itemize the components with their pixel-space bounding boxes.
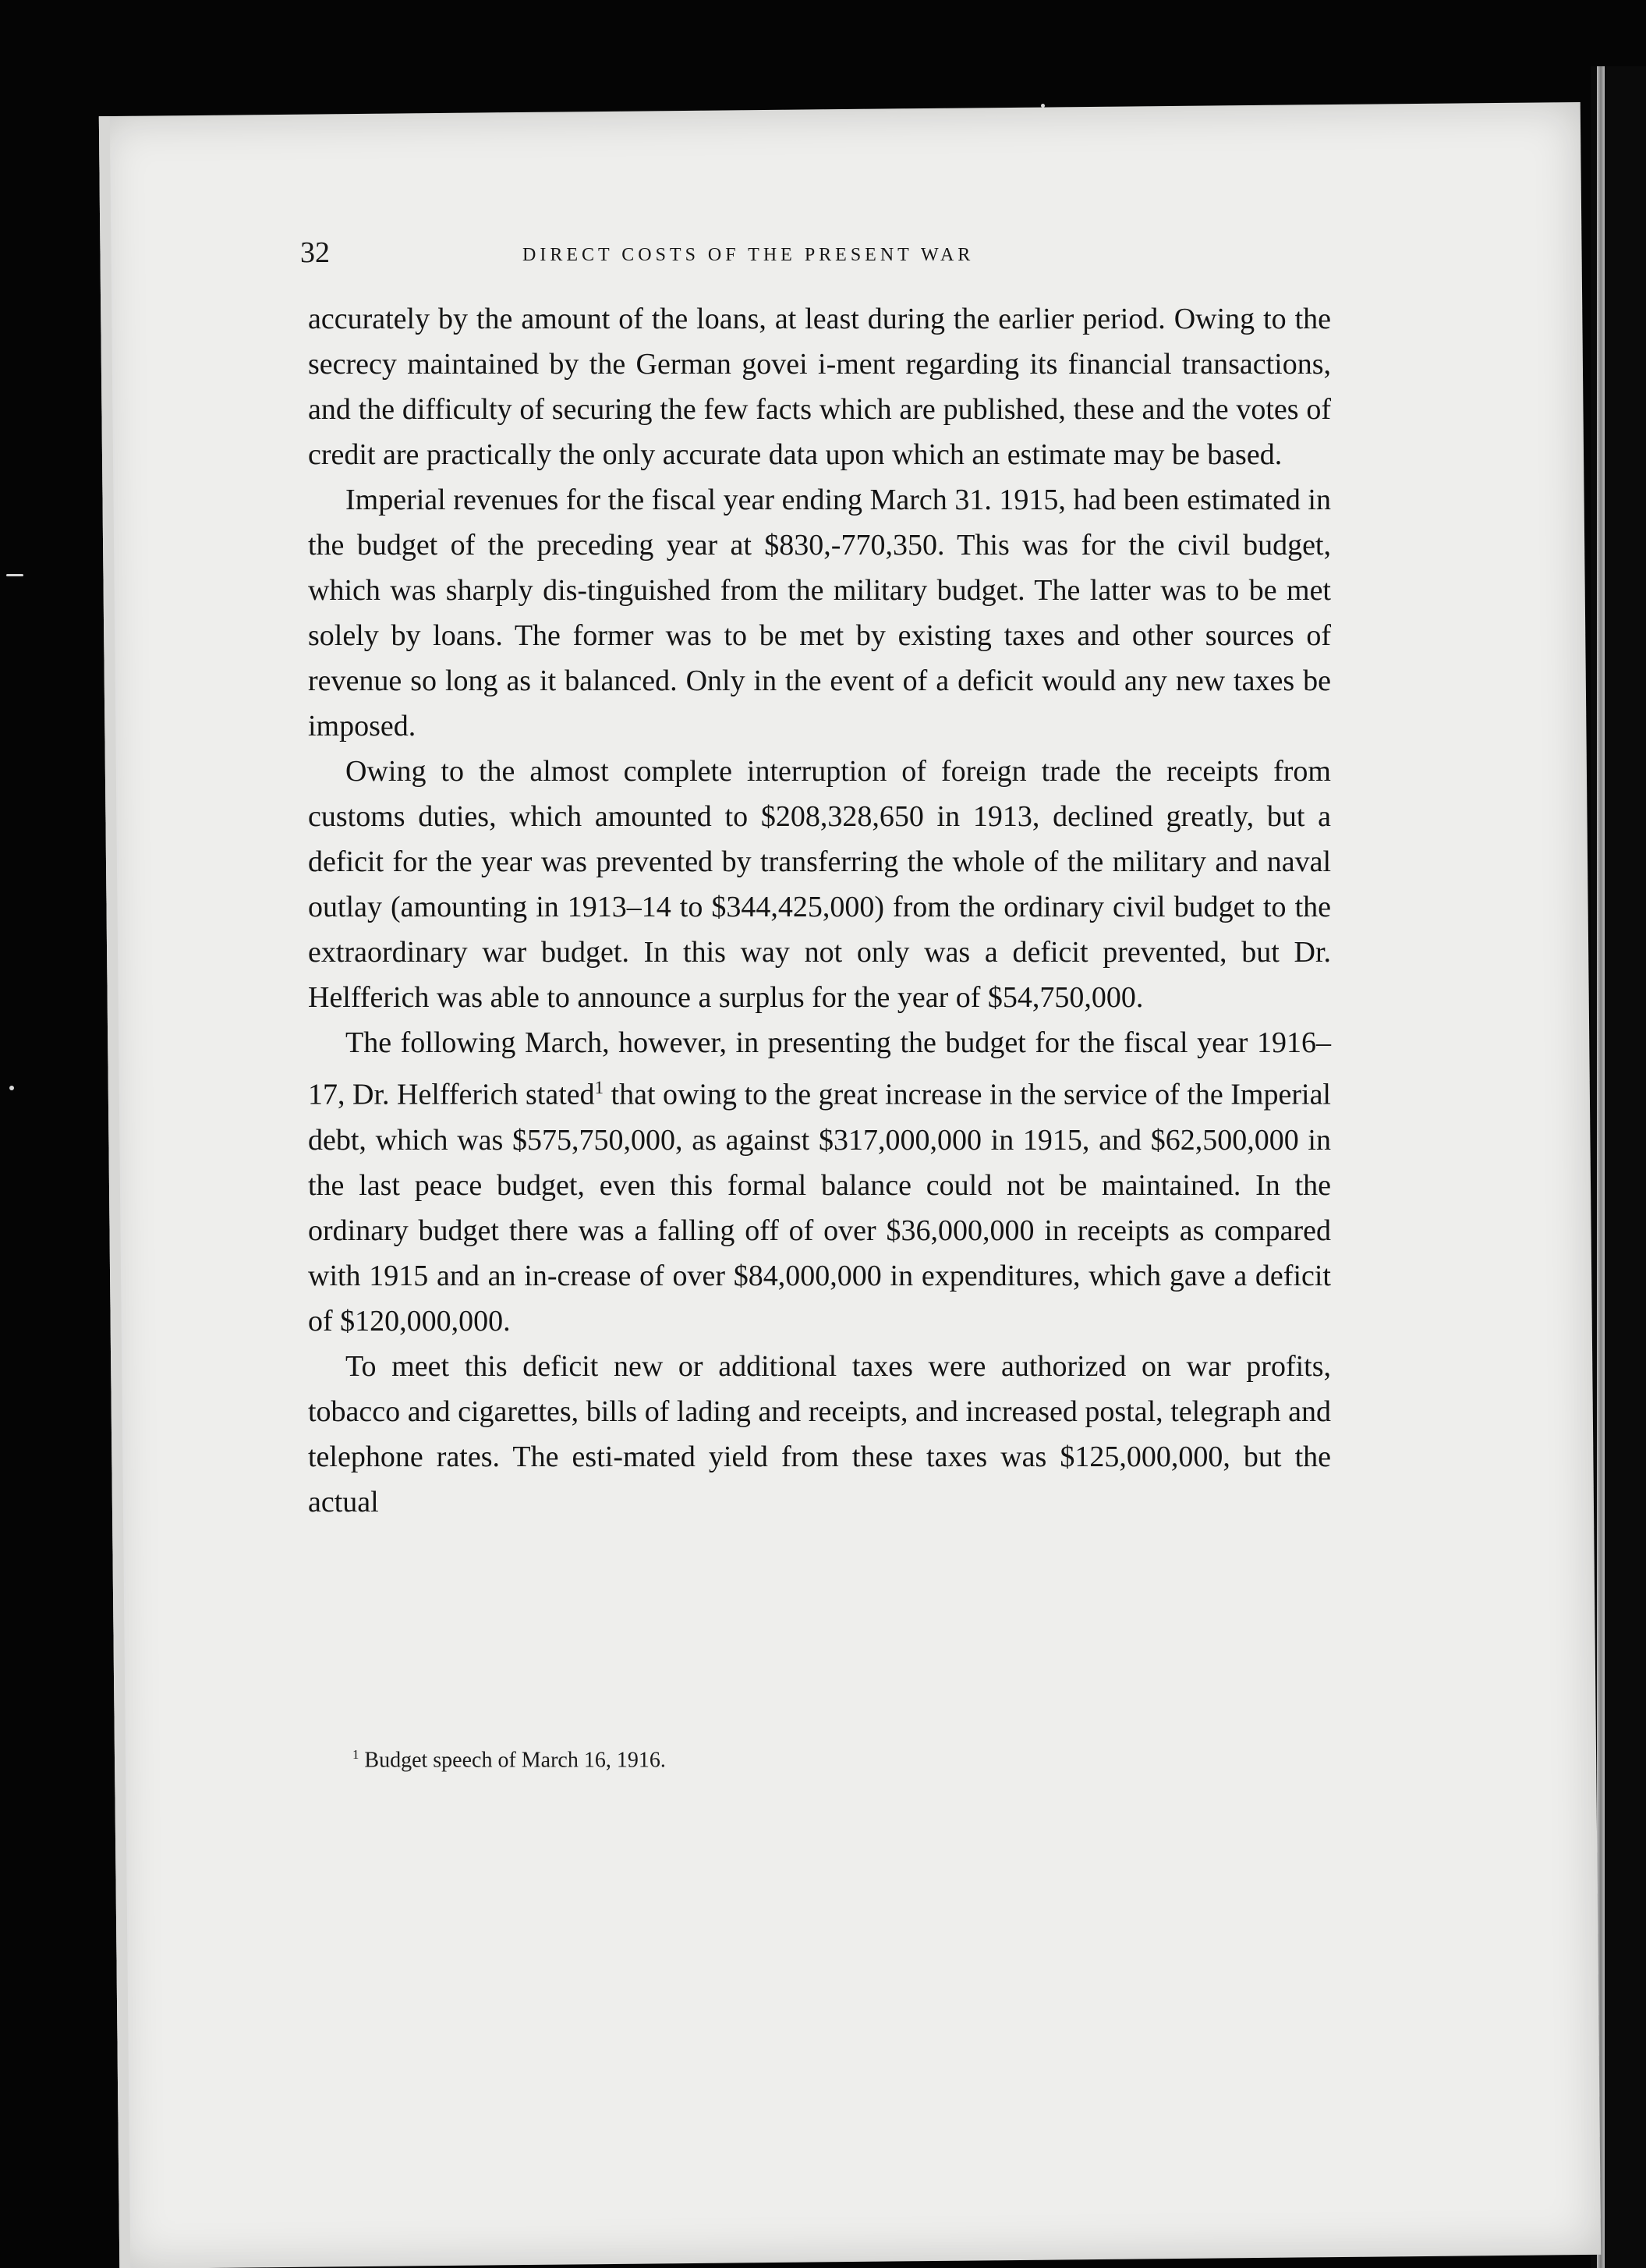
footnote-text: Budget speech of March 16, 1916. [364, 1748, 666, 1773]
dust-speck [9, 1086, 14, 1090]
paragraph-4-text-end: that owing to the great increase in the service of the Imperial debt, which was $575,750,000, as against $317,000,000 in 1915, and $62,500,000 in the last peace budget, even this formal balance could not be maintained. In the ordinary budget there was a falling off of over $36,000,000 in receipts as compared with 1915 and an in-crease of over $84,000,000 in expenditures, which gave a deficit of $120,000,000. [308, 1078, 1331, 1338]
scan-right-edge [1591, 66, 1646, 2268]
footnote-reference: 1 [594, 1078, 604, 1097]
paragraph-2: Imperial revenues for the fiscal year ending March 31. 1915, had been estimated in the budget of the preceding year at $830,-770,350. This was for the civil budget, which was sharply dis-tinguished from the military budget. The latter was to be met solely by loans. The former was to be met by existing taxes and other sources of revenue so long as it balanced. Only in the event of a deficit would any new taxes be imposed. [308, 484, 1331, 742]
paragraph-1: accurately by the amount of the loans, at least during the earlier period. Owing to the secrecy maintained by the German govei i-ment regarding its financial transactions, and the difficulty of securing the few facts which are published, these and the votes of credit are practically the only accurate data upon which an estimate may be based. [308, 303, 1331, 471]
dust-speck [6, 574, 23, 576]
running-title: DIRECT COSTS OF THE PRESENT WAR [522, 245, 975, 265]
paragraph-3: Owing to the almost complete interruption of foreign trade the receipts from customs duties, which amounted to $208,328,650 in 1913, declined greatly, but a deficit for the year was prevented by transferring the whole of the military and naval outlay (amounting in 1913–14 to $344,425,000) from the ordinary civil budget to the extraordinary war budget. In this way not only was a deficit prevented, but Dr. Helfferich was able to announce a surplus for the year of $54,750,000. [308, 755, 1331, 1014]
paragraph-5: To meet this deficit new or additional taxes were authorized on war profits, tobacco and cigarettes, bills of lading and receipts, and increased postal, telegraph and telephone rates. The esti-mated yield from these taxes was $125,000,000, but the actual [308, 1349, 1331, 1518]
adjacent-page-edge [1597, 66, 1605, 2268]
paragraph-4 [308, 1020, 1331, 1344]
page-number: 32 [300, 236, 330, 269]
footnote-marker: 1 [352, 1747, 359, 1762]
running-head [300, 236, 1322, 282]
page-binding-edge [99, 116, 130, 2268]
paragraph-4-text-start: The following March, however, in presenting the budget for the fiscal year 1916–17, Dr. Helfferich stated [308, 1026, 1331, 1111]
footnote [352, 1747, 1054, 1773]
body-text [308, 296, 1331, 1525]
